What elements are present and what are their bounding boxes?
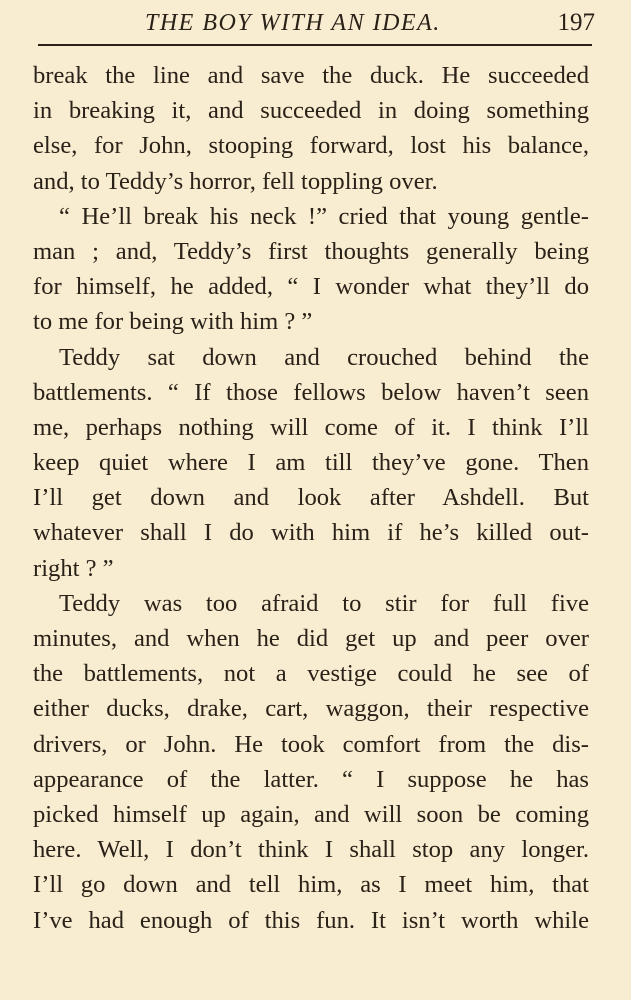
text-line: to me for being with him ? ” — [33, 308, 313, 336]
text-line: I’ve had enough of this fun. It isn’t worth while — [33, 906, 589, 934]
text-line: I’ll get down and look after Ashdell. But — [33, 484, 589, 512]
text-line: appearance of the latter. “ I suppose he has — [33, 765, 589, 793]
text-line: keep quiet where I am till they’ve gone. Then — [33, 449, 589, 477]
text-line: whatever shall I do with him if he’s killed out- — [33, 519, 589, 547]
text-line: Teddy sat down and crouched behind the — [59, 343, 589, 371]
text-line: the battlements, not a vestige could he see of — [33, 660, 589, 688]
text-line: I’ll go down and tell him, as I meet him, that — [33, 871, 589, 899]
text-line: minutes, and when he did get up and peer over — [33, 625, 589, 652]
text-line: man ; and, Teddy’s first thoughts generally being — [33, 237, 589, 265]
header-rule — [38, 44, 592, 46]
text-line: “ He’ll break his neck !” cried that young gentle- — [59, 202, 589, 230]
text-line: for himself, he added, “ I wonder what they’ll do — [33, 273, 589, 301]
body-text — [33, 58, 589, 938]
text-line: and, to Teddy’s horror, fell toppling over. — [33, 167, 438, 195]
text-line: me, perhaps nothing will come of it. I think I’ll — [33, 413, 589, 441]
page-number: 197 — [557, 9, 595, 36]
running-title: THE BOY WITH AN IDEA. — [145, 10, 441, 36]
text-line: Teddy was too afraid to stir for full five — [59, 589, 589, 617]
text-line: right ? ” — [33, 554, 114, 582]
text-line: battlements. “ If those fellows below haven’t seen — [33, 378, 589, 406]
text-line: else, for John, stooping forward, lost his balance, — [33, 132, 589, 160]
text-line: break the line and save the duck. He succeeded — [33, 62, 589, 89]
text-line: either ducks, drake, cart, waggon, their respective — [33, 695, 589, 723]
text-line: here. Well, I don’t think I shall stop any longer. — [33, 836, 589, 864]
running-head — [0, 6, 631, 40]
text-line: picked himself up again, and will soon be coming — [33, 800, 589, 828]
text-line: in breaking it, and succeeded in doing something — [33, 97, 589, 125]
text-line: drivers, or John. He took comfort from the dis- — [33, 730, 589, 758]
